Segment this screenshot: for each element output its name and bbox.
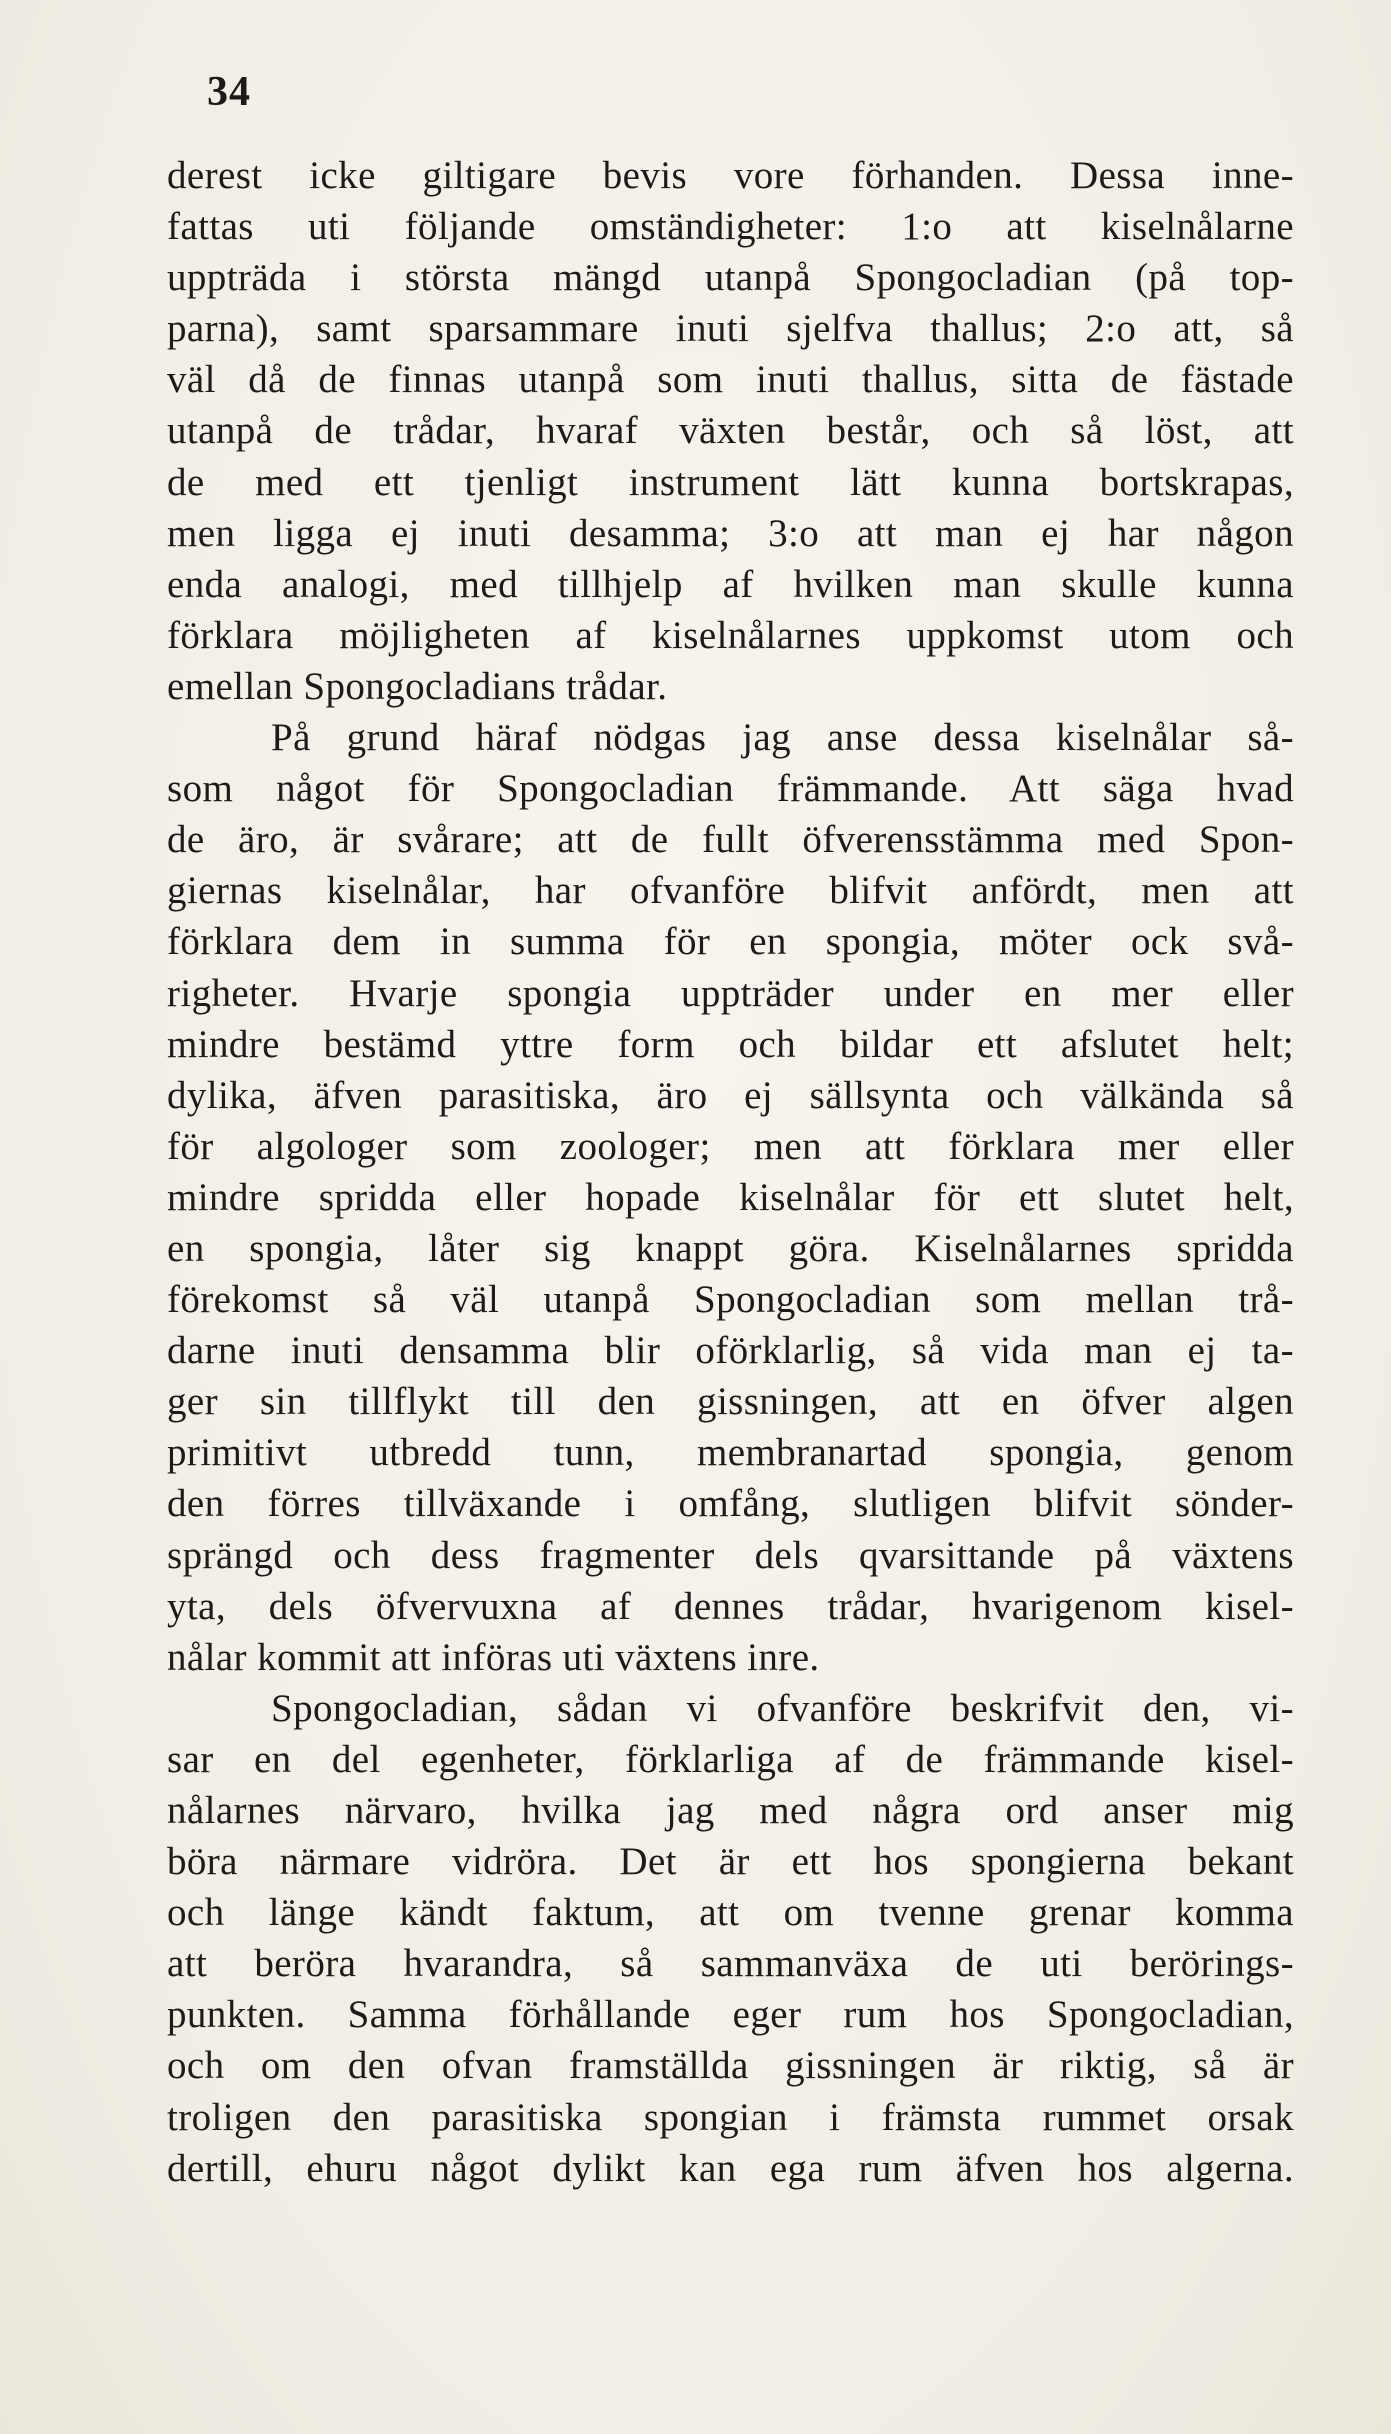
page-number: 34 bbox=[207, 69, 251, 115]
text-line: parna), samt sparsammare inuti sjelfva thallus; 2:o att, så bbox=[167, 307, 1294, 351]
text-line: de med ett tjenligt instrument lätt kunna bortskrapas, bbox=[167, 460, 1294, 504]
text-line: för algologer som zoologer; men att förklara mer eller bbox=[167, 1124, 1294, 1168]
text-line: sprängd och dess fragmenter dels qvarsittande på växtens bbox=[167, 1533, 1294, 1577]
text-line: troligen den parasitiska spongian i främsta rummet orsak bbox=[167, 2095, 1294, 2139]
text-line: Spongocladian, sådan vi ofvanföre beskrifvit den, vi- bbox=[271, 1686, 1294, 1730]
text-line: uppträda i största mängd utanpå Spongocladian (på top- bbox=[167, 256, 1294, 300]
text-line: sar en del egenheter, förklarliga af de främmande kisel- bbox=[167, 1737, 1294, 1781]
text-line: enda analogi, med tillhjelp af hvilken man skulle kunna bbox=[167, 562, 1294, 606]
body-text bbox=[167, 150, 1294, 2194]
text-line: primitivt utbredd tunn, membranartad spongia, genom bbox=[167, 1431, 1294, 1475]
text-line: böra närmare vidröra. Det är ett hos spongierna bekant bbox=[167, 1840, 1294, 1884]
text-line: men ligga ej inuti desamma; 3:o att man ej har någon bbox=[167, 511, 1294, 555]
text-line: och länge kändt faktum, att om tvenne grenar komma bbox=[167, 1891, 1294, 1935]
text-line: derest icke giltigare bevis vore förhanden. Dessa inne- bbox=[167, 154, 1294, 197]
text-line: mindre spridda eller hopade kiselnålar för ett slutet helt, bbox=[167, 1175, 1294, 1219]
text-line: som något för Spongocladian främmande. Att säga hvad bbox=[167, 767, 1294, 811]
text-line: och om den ofvan framställda gissningen är riktig, så är bbox=[167, 2044, 1294, 2088]
text-line: mindre bestämd yttre form och bildar ett afslutet helt; bbox=[167, 1022, 1294, 1066]
text-line: På grund häraf nödgas jag anse dessa kiselnålar så- bbox=[271, 716, 1294, 760]
text-line: emellan Spongocladians trådar. bbox=[167, 664, 668, 708]
text-line: den förres tillväxande i omfång, slutligen blifvit sönder- bbox=[167, 1482, 1294, 1526]
text-line: giernas kiselnålar, har ofvanföre blifvit anfördt, men att bbox=[167, 869, 1294, 913]
text-line: väl då de finnas utanpå som inuti thallus, sitta de fästade bbox=[167, 358, 1294, 402]
text-line: darne inuti densamma blir oförklarlig, så vida man ej ta- bbox=[167, 1329, 1294, 1373]
text-line: en spongia, låter sig knappt göra. Kiselnålarnes spridda bbox=[167, 1226, 1294, 1270]
text-line: yta, dels öfvervuxna af dennes trådar, hvarigenom kisel- bbox=[167, 1584, 1294, 1628]
text-line: righeter. Hvarje spongia uppträder under en mer eller bbox=[167, 971, 1294, 1015]
text-line: punkten. Samma förhållande eger rum hos Spongocladian, bbox=[167, 1993, 1294, 2037]
text-line: förklara möjligheten af kiselnålarnes uppkomst utom och bbox=[167, 613, 1294, 657]
text-line: fattas uti följande omständigheter: 1:o att kiselnålarne bbox=[167, 205, 1294, 249]
text-line: dylika, äfven parasitiska, äro ej sällsynta och välkända så bbox=[167, 1073, 1294, 1117]
text-line: att beröra hvarandra, så sammanväxa de uti berörings- bbox=[167, 1942, 1294, 1986]
text-line: dertill, ehuru något dylikt kan ega rum äfven hos algerna. bbox=[167, 2146, 1294, 2190]
text-line: nålar kommit att införas uti växtens inre. bbox=[167, 1635, 820, 1679]
text-line: förekomst så väl utanpå Spongocladian som mellan trå- bbox=[167, 1278, 1294, 1322]
text-line: utanpå de trådar, hvaraf växten består, och så löst, att bbox=[167, 409, 1294, 453]
text-line: ger sin tillflykt till den gissningen, att en öfver algen bbox=[167, 1380, 1294, 1424]
text-line: de äro, är svårare; att de fullt öfverensstämma med Spon- bbox=[167, 818, 1294, 862]
text-line: nålarnes närvaro, hvilka jag med några ord anser mig bbox=[167, 1789, 1294, 1832]
text-line: förklara dem in summa för en spongia, möter ock svå- bbox=[167, 920, 1294, 964]
